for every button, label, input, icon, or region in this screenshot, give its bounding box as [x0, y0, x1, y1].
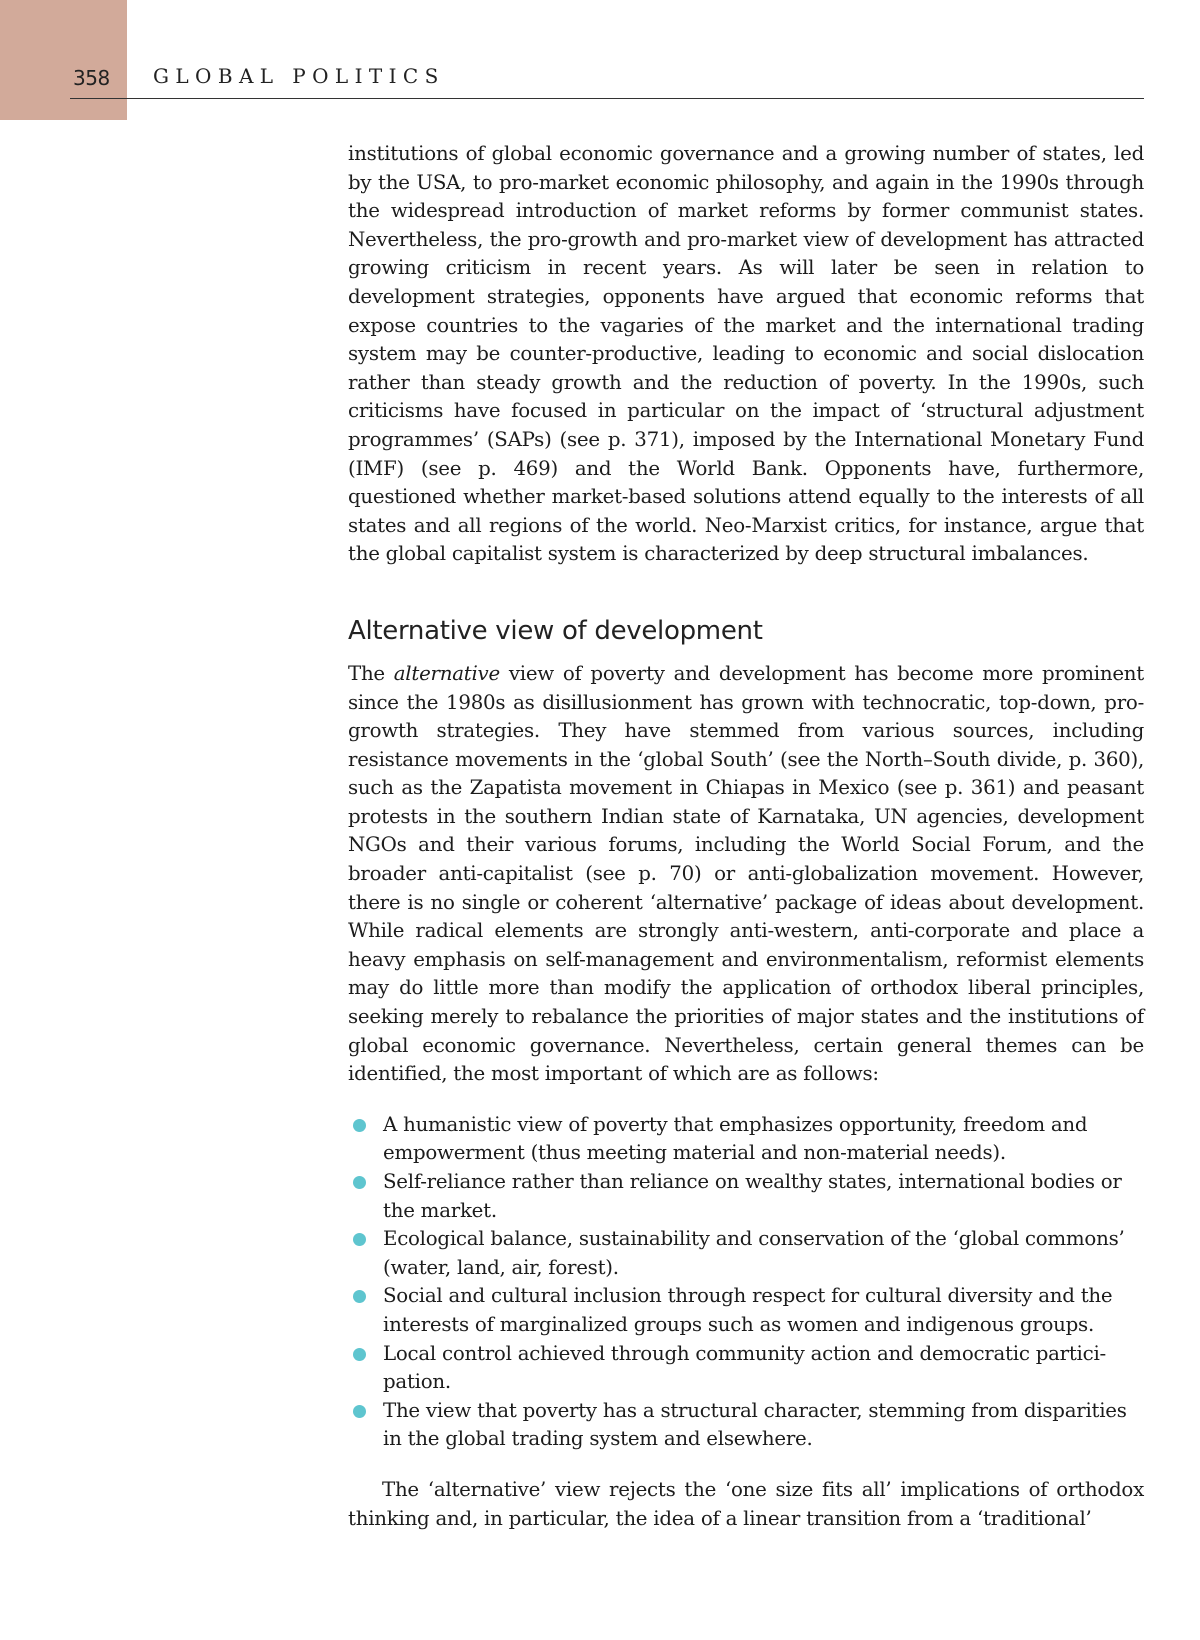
bullet-icon [353, 1290, 366, 1303]
bullet-icon [353, 1119, 366, 1132]
paragraph-2-italic: alternative [393, 661, 500, 685]
list-item: A humanistic view of poverty that emphasizes opportunity, freedom and empowerment (thus meeting material and non-material needs). [348, 1111, 1144, 1168]
bullet-icon [353, 1176, 366, 1189]
paragraph-2-rest: view of poverty and development has become more prominent since the 1980s as disillusionment has grown with technocratic, top-down, pro-growth strategies. They have stemmed from various sources, including resistance movements in the ‘global South’ (see the North–South divide, p. 360), such as the Zapatista movement in Chiapas in Mexico (see p. 361) and peasant protests in the southern Indian state of Karnataka, UN agencies, development NGOs and their various forums, including the World Social Forum, and the broader anti-capitalist (see p. 70) or anti-globalization movement. However, there is no single or coherent ‘alternative’ package of ideas about development. While radical elements are strongly anti-western, anti-corporate and place a heavy emphasis on self-management and environmentalism, reformist elements may do little more than modify the application of orthodox liberal principles, seeking merely to rebalance the priorities of major states and the institutions of global economic governance. Nevertheless, certain general themes can be identified, the most important of which are as follows: [348, 661, 1144, 1086]
list-item: The view that poverty has a structural character, stemming from disparities in the global trading system and elsewhere. [348, 1397, 1144, 1454]
bullet-icon [353, 1348, 366, 1361]
list-item: Social and cultural inclusion through respect for cultural diversity and the interests of marginalized groups such as women and indigenous groups. [348, 1282, 1144, 1339]
paragraph-1: institutions of global economic governance and a growing number of states, led by the USA, to pro-market economic philosophy, and again in the 1990s through the widespread introduction of market reforms by former communist states. Nevertheless, the pro-growth and pro-market view of development has attracted growing criticism in recent years. As will later be seen in relation to development strategies, opponents have argued that economic reforms that expose countries to the vagaries of the market and the international trading system may be counter-productive, leading to economic and social dislocation rather than steady growth and the reduction of poverty. In the 1990s, such criticisms have focused in particular on the impact of ‘structural adjustment programmes’ (SAPs) (see p. 371), imposed by the International Monetary Fund (IMF) (see p. 469) and the World Bank. Opponents have, furthermore, questioned whether market-based solutions attend equally to the interests of all states and all regions of the world. Neo-Marxist critics, for instance, argue that the global capitalist system is characterized by deep structural imbalances. [348, 142, 1144, 566]
header-rule [70, 98, 1144, 99]
paragraph-2-start: The [348, 661, 394, 685]
section-heading: Alternative view of development [348, 615, 763, 646]
page-body [348, 140, 1144, 1533]
page-number: 358 [73, 66, 110, 90]
paragraph-3: The ‘alternative’ view rejects the ‘one size fits all’ implications of orthodox thinking and, in particular, the idea of a linear transition from a ‘traditional’ [348, 1477, 1144, 1530]
bullet-list [348, 1111, 1144, 1454]
bullet-icon [353, 1233, 366, 1246]
bullet-icon [353, 1405, 366, 1418]
list-item: Local control achieved through community action and democratic partici-pation. [348, 1340, 1144, 1397]
paragraph-2 [348, 660, 1144, 1089]
running-title: GLOBAL POLITICS [153, 64, 445, 88]
list-item: Ecological balance, sustainability and conservation of the ‘global commons’ (water, land, air, forest). [348, 1225, 1144, 1282]
list-item: Self-reliance rather than reliance on wealthy states, international bodies or the market. [348, 1168, 1144, 1225]
chapter-tab [0, 0, 127, 120]
